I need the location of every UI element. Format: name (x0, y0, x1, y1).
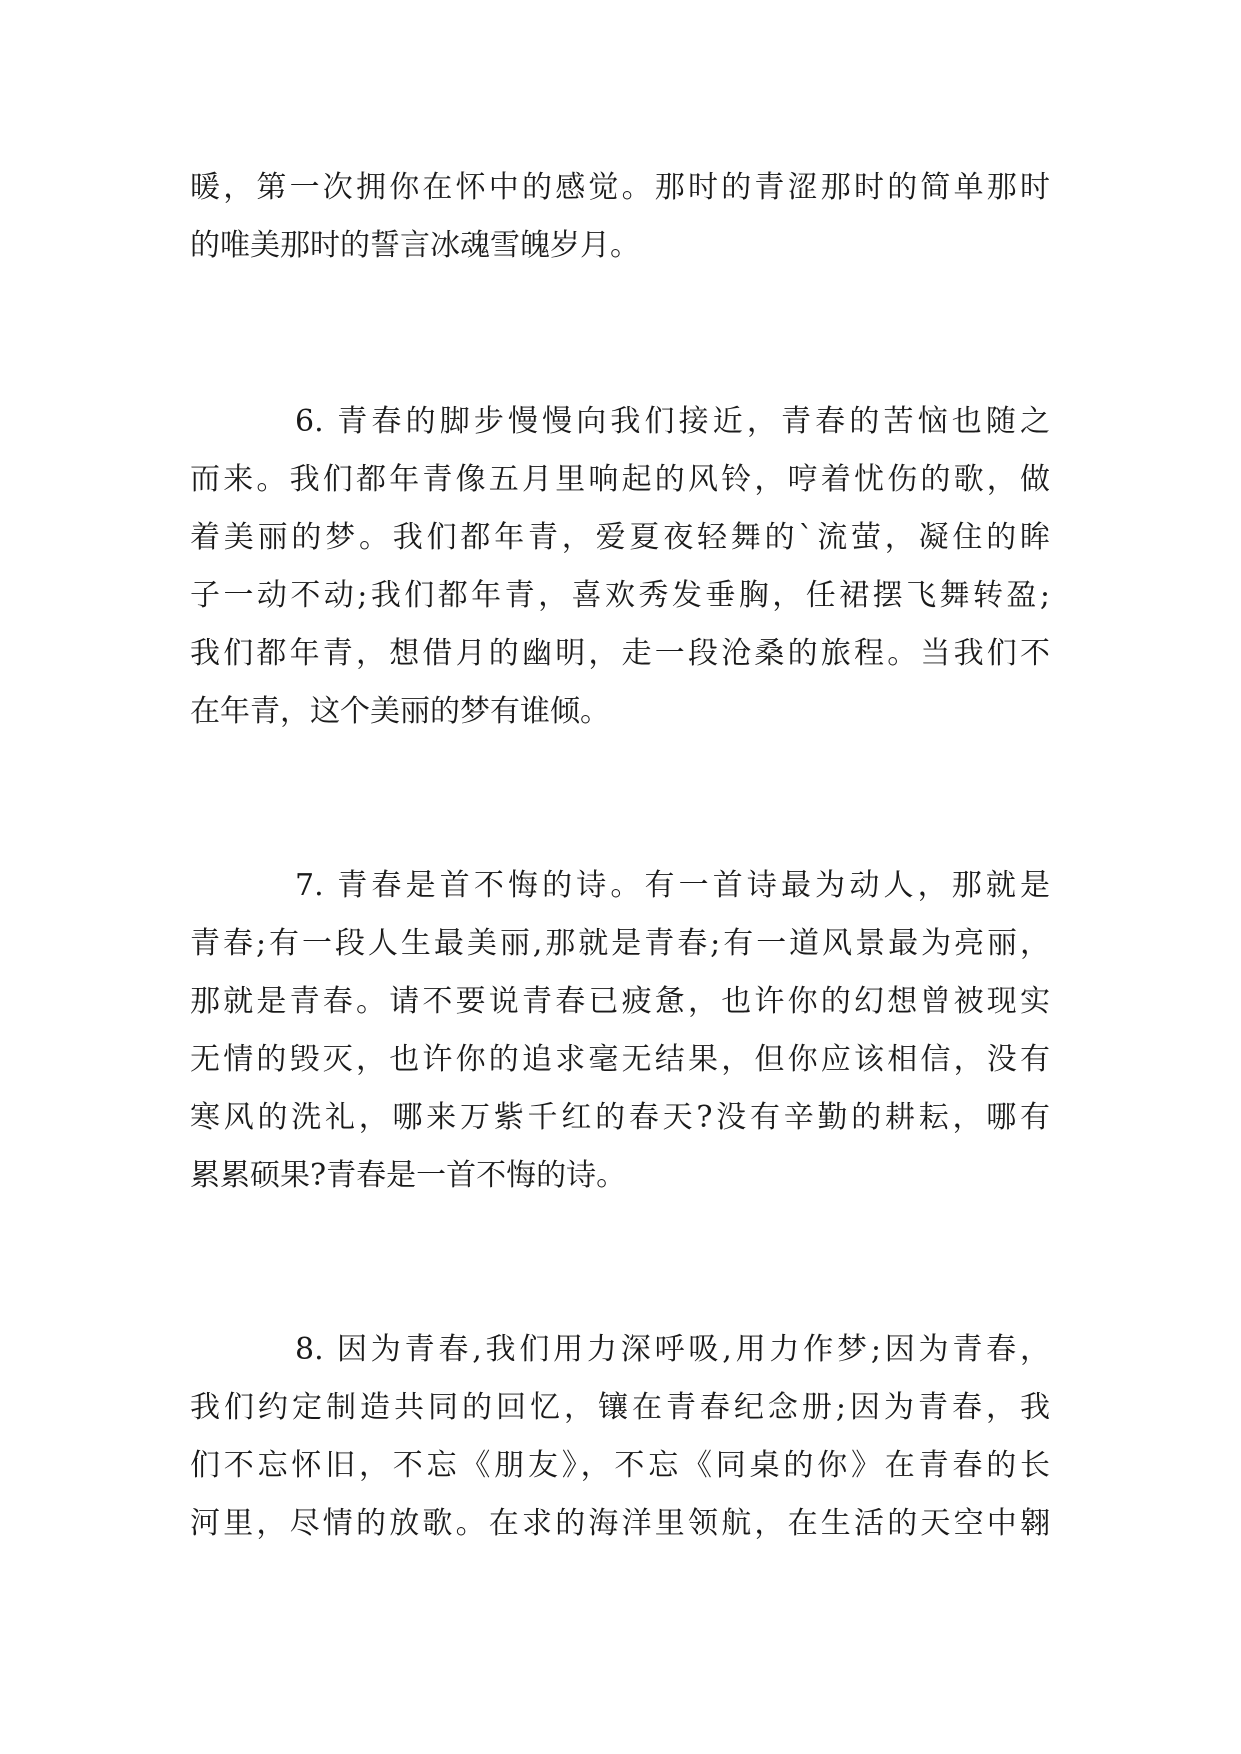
text-line: 而来。我们都年青像五月里响起的风铃，哼着忧伤的歌，做 (190, 462, 1050, 497)
text-line: 无情的毁灭，也许你的追求毫无结果，但你应该相信，没有 (190, 1042, 1050, 1077)
text-line: 那就是青春。请不要说青春已疲惫，也许你的幻想曾被现实 (190, 984, 1050, 1019)
text-line: 的唯美那时的誓言冰魂雪魄岁月。 (190, 228, 640, 263)
text-line: 子一动不动;我们都年青，喜欢秀发垂胸，任裙摆飞舞转盈; (190, 578, 1050, 613)
paragraph-5-continuation (190, 159, 1050, 275)
paragraph-8 (190, 1321, 1050, 1553)
text-line: 们不忘怀旧，不忘《朋友》，不忘《同桌的你》在青春的长 (190, 1448, 1050, 1483)
text-line: 累累硕果?青春是一首不悔的诗。 (190, 1158, 627, 1193)
text-line: 暖，第一次拥你在怀中的感觉。那时的青涩那时的简单那时 (190, 170, 1050, 205)
text-line: 在年青，这个美丽的梦有谁倾。 (190, 694, 610, 729)
text-line: 着美丽的梦。我们都年青，爱夏夜轻舞的`流萤，凝住的眸 (190, 520, 1050, 555)
text-line: 寒风的洗礼，哪来万紫千红的春天?没有辛勤的耕耘，哪有 (190, 1100, 1050, 1135)
text-line: 8. 因为青春,我们用力深呼吸,用力作梦;因为青春， (295, 1332, 1050, 1367)
text-line: 7. 青春是首不悔的诗。有一首诗最为动人，那就是 (295, 868, 1050, 903)
text-line: 6. 青春的脚步慢慢向我们接近，青春的苦恼也随之 (295, 404, 1050, 439)
paragraph-6 (190, 393, 1050, 741)
text-line: 青春;有一段人生最美丽,那就是青春;有一道风景最为亮丽， (190, 926, 1050, 961)
text-line: 我们约定制造共同的回忆，镶在青春纪念册;因为青春，我 (190, 1390, 1050, 1425)
paragraph-7 (190, 857, 1050, 1205)
text-line: 河里，尽情的放歌。在求的海洋里领航，在生活的天空中翱 (190, 1506, 1050, 1541)
text-line: 我们都年青，想借月的幽明，走一段沧桑的旅程。当我们不 (190, 636, 1050, 671)
